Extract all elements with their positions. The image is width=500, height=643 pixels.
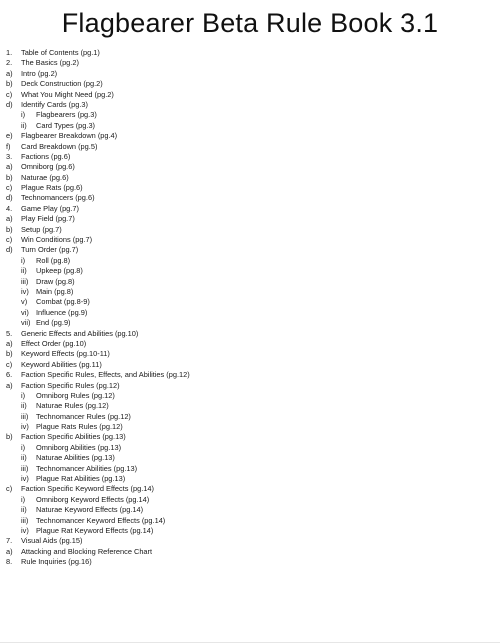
toc-entry-number: c) [6,235,13,245]
toc-entry [6,547,486,557]
toc-entry-text: Omniborg Rules (pg.12) [36,390,115,400]
toc-entry-text: Visual Aids (pg.15) [21,536,83,546]
toc-entry [6,152,486,162]
toc-entry [6,297,486,307]
toc-entry [6,121,486,131]
toc-entry-number: 4. [6,203,13,213]
toc-entry-text: Naturae Abilities (pg.13) [36,453,115,463]
toc-entry [6,100,486,110]
toc-entry-number: i) [21,390,26,400]
toc-entry-number: ii) [21,505,27,515]
toc-entry-number: 7. [6,536,13,546]
toc-entry [6,214,486,224]
toc-entry-number: 2. [6,58,13,68]
toc-entry-number: 8. [6,557,13,567]
toc-entry [6,318,486,328]
toc-entry [6,443,486,453]
toc-entry [6,183,486,193]
toc-entry-number: a) [6,380,13,390]
toc-entry-text: Naturae Keyword Effects (pg.14) [36,505,144,515]
toc-entry-text: Identify Cards (pg.3) [21,99,88,109]
toc-entry [6,495,486,505]
toc-entry-text: Upkeep (pg.8) [36,266,83,276]
toc-entry-text: Faction Specific Keyword Effects (pg.14) [21,484,154,494]
toc-entry-number: iii) [21,515,29,525]
toc-entry-text: Main (pg.8) [36,286,74,296]
toc-entry-text: Plague Rat Keyword Effects (pg.14) [36,525,154,535]
toc-entry-text: Omniborg Keyword Effects (pg.14) [36,494,150,504]
toc-entry-text: Keyword Abilities (pg.11) [21,359,102,369]
toc-entry [6,453,486,463]
toc-entry-number: c) [6,484,13,494]
toc-entry-text: Setup (pg.7) [21,224,62,234]
toc-entry-text: Flagbearers (pg.3) [36,110,97,120]
page-title: Flagbearer Beta Rule Book 3.1 [61,8,439,38]
toc-entry [6,245,486,255]
toc-entry-number: iv) [21,474,29,484]
toc-entry-number: vii) [21,318,31,328]
toc-entry [6,412,486,422]
toc-entry-number: a) [6,338,13,348]
toc-entry-text: Faction Specific Rules, Effects, and Abilities (pg.12) [21,370,190,380]
toc-entry-text: What You Might Need (pg.2) [21,89,114,99]
toc-entry-text: The Basics (pg.2) [21,58,79,68]
toc-entry [6,474,486,484]
toc-entry-number: b) [6,432,13,442]
toc-entry-text: Faction Specific Abilities (pg.13) [21,432,126,442]
toc-entry [6,422,486,432]
toc-entry [6,360,486,370]
toc-entry-number: b) [6,79,13,89]
toc-entry-number: iv) [21,286,29,296]
toc-entry-text: Win Conditions (pg.7) [21,235,93,245]
toc-entry-number: ii) [21,401,27,411]
table-of-contents [6,48,486,568]
toc-entry [6,349,486,359]
toc-entry-text: Plague Rat Abilities (pg.13) [36,474,126,484]
toc-entry-number: f) [6,141,11,151]
toc-entry-number: ii) [21,120,27,130]
toc-entry-number: e) [6,131,13,141]
toc-entry-text: Generic Effects and Abilities (pg.10) [21,328,139,338]
toc-entry-text: Roll (pg.8) [36,255,71,265]
toc-entry-number: d) [6,99,13,109]
toc-entry [6,277,486,287]
toc-entry [6,464,486,474]
toc-entry-text: Combat (pg.8-9) [36,297,90,307]
toc-entry-text: Naturae Rules (pg.12) [36,401,109,411]
toc-entry-text: Deck Construction (pg.2) [21,79,103,89]
toc-entry-number: d) [6,193,13,203]
toc-entry-text: Factions (pg.6) [21,151,71,161]
toc-entry-number: iii) [21,276,29,286]
toc-entry-text: Faction Specific Rules (pg.12) [21,380,120,390]
toc-entry-number: iii) [21,463,29,473]
toc-entry [6,58,486,68]
toc-entry-text: Technomancer Keyword Effects (pg.14) [36,515,166,525]
toc-entry [6,391,486,401]
toc-entry-text: Card Breakdown (pg.5) [21,141,98,151]
toc-entry-number: a) [6,546,13,556]
toc-entry-number: i) [21,110,26,120]
toc-entry-text: Technomancer Abilities (pg.13) [36,463,138,473]
toc-entry [6,266,486,276]
toc-entry-number: 3. [6,151,13,161]
toc-entry [6,235,486,245]
toc-entry-number: b) [6,224,13,234]
toc-entry [6,557,486,567]
toc-entry-text: Influence (pg.9) [36,307,88,317]
toc-entry-text: Effect Order (pg.10) [21,338,87,348]
toc-entry-text: Turn Order (pg.7) [21,245,79,255]
toc-entry-text: End (pg.9) [36,318,71,328]
toc-entry-text: Plague Rats Rules (pg.12) [36,422,123,432]
toc-entry-number: i) [21,442,26,452]
toc-entry [6,484,486,494]
toc-entry-text: Naturae (pg.6) [21,172,69,182]
toc-entry-text: Technomancers (pg.6) [21,193,95,203]
toc-entry-text: Play Field (pg.7) [21,214,75,224]
toc-entry-text: Rule Inquiries (pg.16) [21,557,92,567]
toc-entry-number: v) [21,297,28,307]
toc-entry-text: Flagbearer Breakdown (pg.4) [21,131,118,141]
toc-entry [6,225,486,235]
toc-entry-text: Game Play (pg.7) [21,203,79,213]
toc-entry-number: ii) [21,453,27,463]
toc-entry [6,131,486,141]
toc-entry [6,308,486,318]
toc-entry [6,401,486,411]
toc-entry-number: 1. [6,48,13,57]
toc-entry [6,516,486,526]
toc-entry-number: 5. [6,328,13,338]
toc-entry-number: d) [6,245,13,255]
toc-entry-number: iii) [21,411,29,421]
toc-entry-number: i) [21,494,26,504]
toc-entry [6,90,486,100]
toc-entry [6,69,486,79]
toc-entry [6,79,486,89]
toc-entry-number: c) [6,183,13,193]
toc-entry [6,536,486,546]
toc-entry-number: a) [6,68,13,78]
toc-entry-number: b) [6,172,13,182]
toc-entry [6,48,486,58]
toc-entry [6,381,486,391]
toc-entry [6,204,486,214]
toc-entry-text: Plague Rats (pg.6) [21,183,83,193]
toc-entry [6,287,486,297]
toc-entry-text: Draw (pg.8) [36,276,75,286]
toc-entry-number: a) [6,162,13,172]
toc-entry [6,142,486,152]
toc-entry [6,256,486,266]
toc-entry [6,193,486,203]
toc-entry-text: Omniborg Abilities (pg.13) [36,442,122,452]
toc-entry-number: a) [6,214,13,224]
toc-entry-number: iv) [21,422,29,432]
toc-entry [6,162,486,172]
toc-entry-text: Table of Contents (pg.1) [21,48,100,57]
toc-entry-number: c) [6,89,13,99]
toc-entry-text: Card Types (pg.3) [36,120,96,130]
toc-entry [6,370,486,380]
toc-entry-text: Intro (pg.2) [21,68,58,78]
toc-entry-number: i) [21,255,26,265]
toc-entry-text: Keyword Effects (pg.10-11) [21,349,110,359]
toc-entry-number: iv) [21,525,29,535]
toc-entry-number: c) [6,359,13,369]
toc-entry [6,526,486,536]
toc-entry [6,329,486,339]
toc-entry-number: b) [6,349,13,359]
toc-entry [6,505,486,515]
toc-entry-text: Omniborg (pg.6) [21,162,75,172]
toc-entry-number: ii) [21,266,27,276]
toc-entry [6,432,486,442]
toc-entry [6,339,486,349]
toc-entry-number: vi) [21,307,29,317]
toc-entry-text: Technomancer Rules (pg.12) [36,411,131,421]
toc-entry [6,110,486,120]
toc-entry-number: 6. [6,370,13,380]
toc-entry-text: Attacking and Blocking Reference Chart [21,546,153,556]
toc-entry [6,173,486,183]
